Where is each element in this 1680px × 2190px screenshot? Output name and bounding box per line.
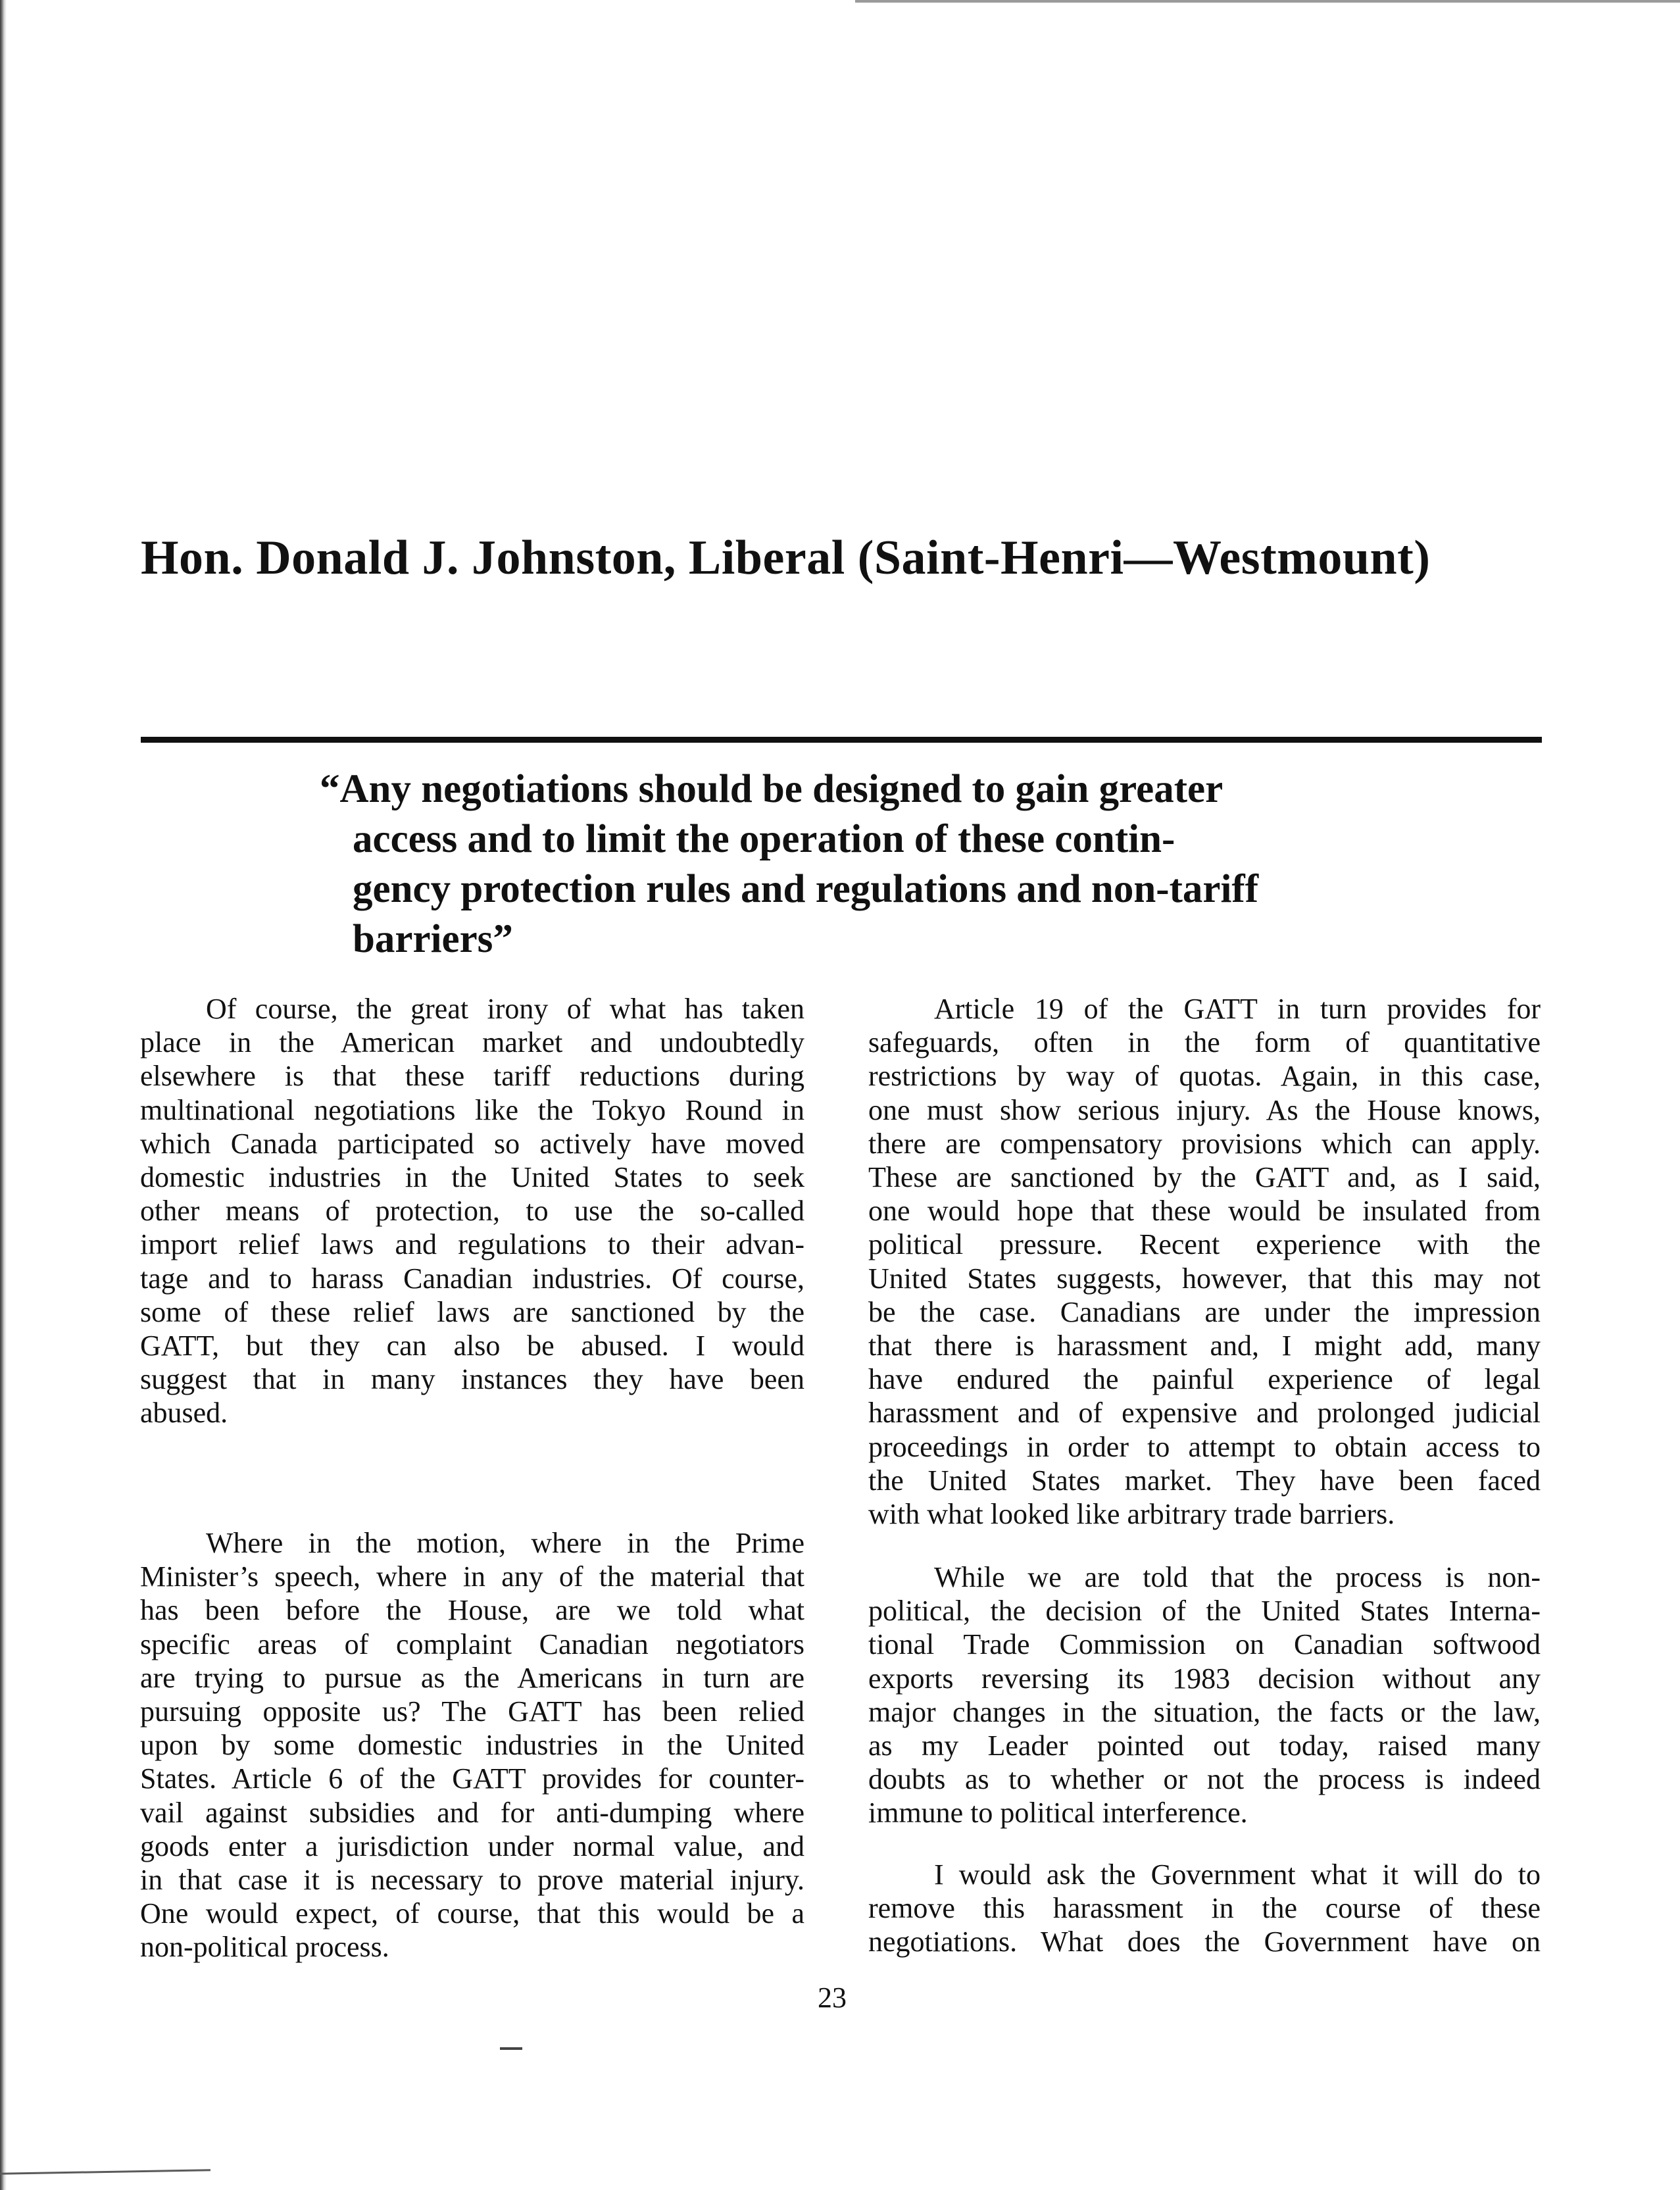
text-line: be the case. Canadians are under the impression bbox=[868, 1295, 1541, 1328]
text-line: in that case it is necessary to prove material injury. bbox=[140, 1864, 804, 1897]
page-number: 23 bbox=[818, 1981, 847, 2014]
paragraph bbox=[140, 992, 804, 1430]
text-line: multinational negotiations like the Tokyo Round in bbox=[140, 1093, 804, 1126]
text-line: doubts as to whether or not the process is indeed bbox=[868, 1763, 1541, 1796]
text-line: which Canada participated so actively have moved bbox=[140, 1127, 804, 1160]
text-line: major changes in the situation, the facts or the law, bbox=[868, 1695, 1541, 1728]
text-line: elsewhere is that these tariff reductions during bbox=[140, 1060, 804, 1093]
text-line: United States suggests, however, that this may not bbox=[868, 1262, 1541, 1295]
text-line: exports reversing its 1983 decision without any bbox=[868, 1662, 1541, 1695]
text-line: non-political process. bbox=[140, 1931, 389, 1964]
text-line: as my Leader pointed out today, raised many bbox=[868, 1730, 1541, 1762]
text-line: Where in the motion, where in the Prime bbox=[206, 1527, 804, 1559]
text-line: restrictions by way of quotas. Again, in this case, bbox=[868, 1060, 1541, 1093]
text-line: domestic industries in the United States to seek bbox=[140, 1161, 804, 1194]
text-line: have endured the painful experience of legal bbox=[868, 1363, 1541, 1396]
text-line: one must show serious injury. As the House knows, bbox=[868, 1093, 1541, 1126]
text-line: place in the American market and undoubtedly bbox=[140, 1026, 804, 1059]
scan-edge-top bbox=[855, 0, 1680, 3]
text-line: that there is harassment and, I might add, many bbox=[868, 1330, 1541, 1362]
text-line: safeguards, often in the form of quantitative bbox=[868, 1026, 1541, 1059]
scan-edge-left bbox=[0, 0, 7, 2190]
text-line: One would expect, of course, that this would be a bbox=[140, 1897, 804, 1930]
text-line: Article 19 of the GATT in turn provides for bbox=[934, 993, 1541, 1025]
text-line: Minister’s speech, where in any of the material that bbox=[140, 1560, 804, 1593]
text-line: tage and to harass Canadian industries. Of course, bbox=[140, 1262, 804, 1295]
text-line: tional Trade Commission on Canadian softwood bbox=[868, 1628, 1541, 1661]
pull-quote-line: access and to limit the operation of these contin- bbox=[353, 817, 1175, 861]
pull-quote-line: barriers” bbox=[353, 917, 513, 961]
text-line: While we are told that the process is non- bbox=[934, 1561, 1541, 1593]
text-line: immune to political interference. bbox=[868, 1797, 1248, 1829]
speaker-heading: Hon. Donald J. Johnston, Liberal (Saint-Henri—Westmount) bbox=[141, 531, 1431, 585]
paragraph bbox=[868, 1560, 1541, 1830]
scan-edge-bottom bbox=[0, 2169, 210, 2175]
text-line: States. Article 6 of the GATT provides for counter- bbox=[140, 1762, 804, 1795]
text-line: GATT, but they can also be abused. I would bbox=[140, 1330, 804, 1362]
text-line: one would hope that these would be insulated from bbox=[868, 1195, 1541, 1228]
scan-speck bbox=[500, 2047, 522, 2050]
paragraph bbox=[868, 992, 1541, 1531]
text-line: proceedings in order to attempt to obtain access to bbox=[868, 1430, 1541, 1463]
text-line: specific areas of complaint Canadian negotiators bbox=[140, 1628, 804, 1660]
pull-quote-line: “Any negotiations should be designed to gain greater bbox=[320, 767, 1223, 811]
text-line: harassment and of expensive and prolonged judicial bbox=[868, 1397, 1541, 1430]
text-line: with what looked like arbitrary trade barriers. bbox=[868, 1498, 1395, 1531]
text-line: political pressure. Recent experience with the bbox=[868, 1228, 1541, 1261]
text-line: the United States market. They have been faced bbox=[868, 1464, 1541, 1497]
pull-quote bbox=[320, 764, 1398, 964]
text-line: are trying to pursue as the Americans in turn are bbox=[140, 1661, 804, 1694]
text-line: I would ask the Government what it will do to bbox=[934, 1858, 1541, 1891]
paragraph bbox=[140, 1526, 804, 1964]
text-line: suggest that in many instances they have been bbox=[140, 1363, 804, 1396]
text-line: goods enter a jurisdiction under normal value, and bbox=[140, 1829, 804, 1862]
text-line: vail against subsidies and for anti-dumping where bbox=[140, 1796, 804, 1829]
text-line: some of these relief laws are sanctioned by the bbox=[140, 1295, 804, 1328]
text-line: upon by some domestic industries in the United bbox=[140, 1729, 804, 1762]
text-line: other means of protection, to use the so-called bbox=[140, 1195, 804, 1228]
text-line: These are sanctioned by the GATT and, as I said, bbox=[868, 1161, 1541, 1194]
text-line: political, the decision of the United States Interna- bbox=[868, 1595, 1541, 1628]
text-line: import relief laws and regulations to their advan- bbox=[140, 1228, 804, 1261]
text-line: remove this harassment in the course of these bbox=[868, 1892, 1541, 1925]
text-line: Of course, the great irony of what has taken bbox=[206, 993, 804, 1025]
paragraph bbox=[868, 1858, 1541, 1959]
pull-quote-line: gency protection rules and regulations and non-tariff bbox=[353, 867, 1259, 911]
text-line: there are compensatory provisions which can apply. bbox=[868, 1127, 1541, 1160]
text-line: negotiations. What does the Government have on bbox=[868, 1926, 1541, 1958]
heading-rule bbox=[141, 737, 1542, 743]
text-line: pursuing opposite us? The GATT has been relied bbox=[140, 1695, 804, 1728]
text-line: has been before the House, are we told what bbox=[140, 1594, 804, 1627]
text-line: abused. bbox=[140, 1397, 228, 1430]
